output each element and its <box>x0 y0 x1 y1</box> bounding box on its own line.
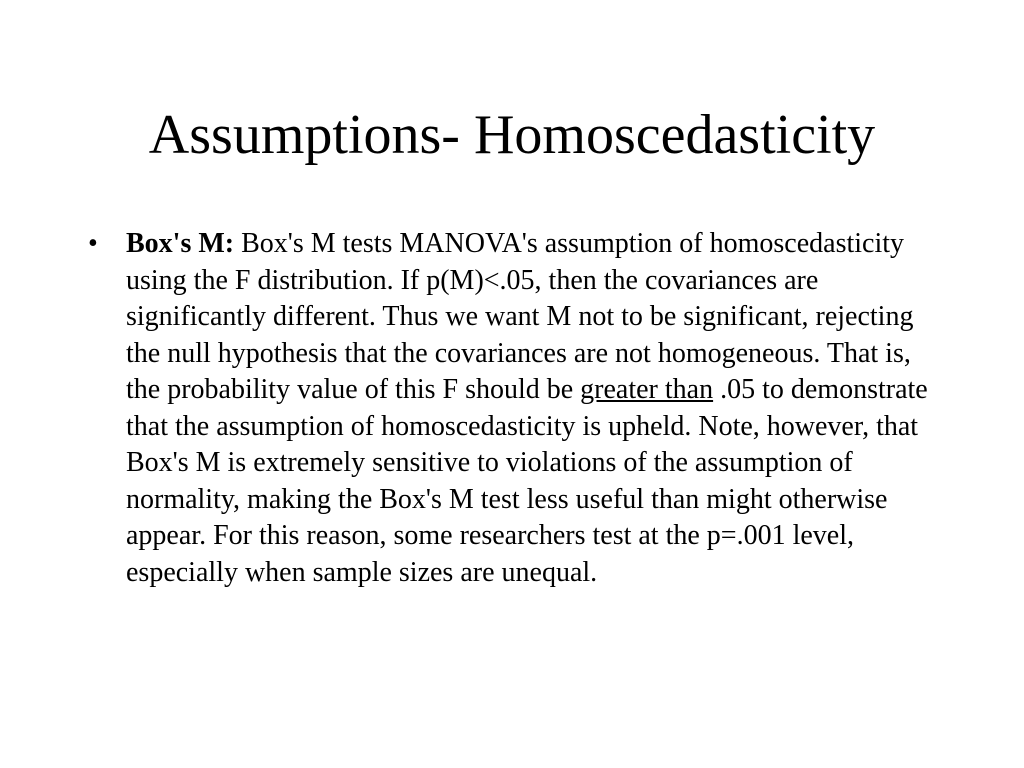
bullet-marker: • <box>88 228 98 259</box>
bullet-list <box>88 226 948 591</box>
bullet-text-part-2: .05 to demonstrate that the assumption of homoscedasticity is upheld. Note, however, that Box's M is extremely sensitive to violations of the assumption of normality, making the Box's M test less useful than might otherwise appear. For this reason, some researchers test at the p=.001 level, especially when sample sizes are unequal. <box>126 374 928 588</box>
bullet-term: Box's M: <box>126 228 235 259</box>
bullet-item-box-m <box>88 226 948 591</box>
slide-title: Assumptions- Homoscedasticity <box>148 104 876 166</box>
bullet-text-part-1: Box's M tests MANOVA's assumption of homoscedasticity using the F distribution. If p(M)<.05, then the covariances are significantly different. Thus we want M not to be significant, rejecting the null hypothesis that the covariances are not homogeneous. That is, the probability value of this F should be <box>126 228 914 405</box>
bullet-underlined-text: greater than <box>580 374 714 405</box>
